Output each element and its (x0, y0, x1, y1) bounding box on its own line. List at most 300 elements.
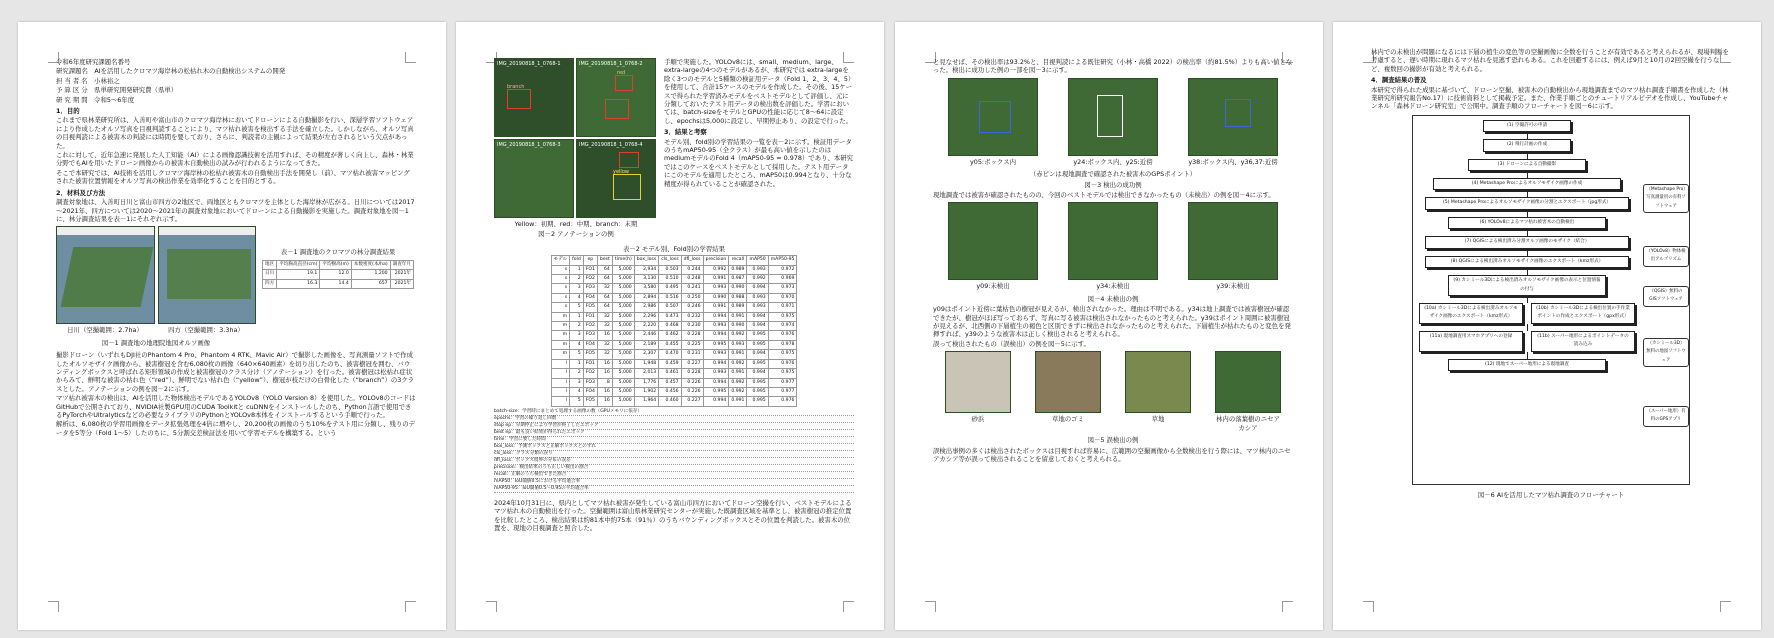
tile-label: IMG_20190818_1_0768-2 (579, 61, 643, 67)
table-cell: 64 (597, 275, 612, 284)
table-cell: 12.0 (320, 270, 351, 279)
table-cell: m (551, 322, 570, 331)
table-header: recall (729, 256, 747, 265)
paragraph: 誤って検出されたもの（誤検出）の例を図－5に示す。 (933, 339, 1090, 348)
table-cell: 5 (570, 397, 584, 406)
table-cell: 5 (570, 350, 584, 359)
table-header: mAP50-95 (768, 256, 797, 265)
bounding-box-red (605, 99, 629, 119)
table-cell: 1,776 (634, 378, 658, 387)
table-cell: 3 (570, 331, 584, 340)
paragraph: y09はポイント近傍に葉枯色の樹冠が見えるが、検出されなかった。理由は不明である。y34は地上調査では被害樹冠が確認できたが、樹冠がほぼ写っておらず、写真に写る被害は検出されなかったものと考えられた。y39はポイント周囲に被害樹冠が見えるが、北西側の下層植生の褐色と区別できずに検出されなかったものと考えられた。下層植生が枯れたものと変色を発揮すれば、y39のような被害木は正しく検出されると考えられる。 (933, 305, 1291, 339)
table-cell: FO4 (583, 340, 597, 349)
table-cell: 16 (597, 359, 612, 368)
table-row (551, 387, 797, 396)
table-cell: 2 (570, 322, 584, 331)
table-row (262, 270, 413, 279)
header-line: 予 算 区 分 県単研究開発研究費（県単） (56, 86, 178, 95)
table-title: 表－1 調査地のクロマツの林分調査結果 (280, 248, 396, 257)
table-cell: 0.977 (768, 387, 797, 396)
table-row (551, 275, 797, 284)
table-cell: 5,000 (612, 378, 634, 387)
table-cell: 0.994 (747, 350, 768, 359)
table-cell: 16 (597, 387, 612, 396)
table-cell: FO1 (583, 359, 597, 368)
annotation-tile (494, 139, 574, 218)
detection-photo (948, 78, 1038, 156)
paragraph: そこで本研究では、AI技術を活用しクロマツ海岸林の松枯れ被害木の自動検出手法を開発し（前）、マツ枯れ被害マッピングされた被害位置情報をオルソ写真の検出作業を効率化することを目的とする。 (56, 168, 410, 186)
figure-item-caption: y05:ボックス内 (970, 157, 1016, 166)
table-cell: FO4 (583, 293, 597, 302)
flowchart-steps (1419, 120, 1635, 371)
table-row (551, 359, 797, 368)
table-cell: 0.232 (681, 312, 703, 321)
table-header: dfl_loss (681, 256, 703, 265)
flowchart-step: (3) ドローンによる自動撮影 (1468, 159, 1586, 171)
table-cell: 0.994 (703, 312, 729, 321)
table-cell: 64 (597, 293, 612, 302)
figure-item-caption: y38:ボックス内、y36,37:近傍 (1188, 157, 1278, 166)
flowchart-arrow (1527, 352, 1528, 359)
figure-item-caption: y39:未検出 (1216, 282, 1250, 291)
table-title: 表－2 モデル別、Fold別の学習結果 (622, 244, 726, 253)
crop-mark (48, 601, 59, 612)
table-cell: 0.457 (659, 378, 681, 387)
table-cell: l (551, 387, 570, 396)
table-cell: 1,902 (634, 387, 658, 396)
table-cell: 0.990 (729, 284, 747, 293)
figure-1 (56, 226, 416, 336)
table-cell: 0.230 (681, 322, 703, 331)
paragraph: と見なせば、その検出率は93.2%と、目視判読による既往研究（小林・高橋 2022）の検出率（約81.5%）よりも高い値となった。検出に成功した例の一部を図－3に示す。 (933, 58, 1293, 75)
flowchart-arrow (1527, 249, 1528, 256)
table-note: box_loss：予測ボックスと正解ボックスとのずれ (494, 444, 854, 451)
undetected-photo (1068, 202, 1158, 280)
table-cell: 32 (597, 322, 612, 331)
table-cell: 0.992 (729, 331, 747, 340)
table-cell: 64 (597, 303, 612, 312)
side-note: （YOLOv8）物体検出アルゴリズム (1643, 246, 1689, 267)
table-cell: 0.976 (768, 331, 797, 340)
table-cell: 0.455 (659, 340, 681, 349)
table-cell: 5,000 (612, 397, 634, 406)
table-cell: 0.516 (659, 293, 681, 302)
table-note: time：学習に要した時間 (494, 437, 854, 444)
table-cell: 16 (597, 397, 612, 406)
table-notes (494, 409, 854, 493)
table-cell: 0.226 (681, 378, 703, 387)
table-cell: 0.226 (681, 387, 703, 396)
flowchart-step: (5) Metashape Proによるオルソモザイク画像の分割とエクスポート（jpg形式） (1425, 197, 1629, 209)
table-cell: 0.995 (747, 397, 768, 406)
table-cell: s (551, 303, 570, 312)
flowchart-step: (1) 空撮許可の申請 (1483, 120, 1571, 132)
table-cell: 32 (597, 312, 612, 321)
table-cell: FO4 (583, 387, 597, 396)
table-cell: 0.468 (659, 322, 681, 331)
table-cell: FO2 (583, 322, 597, 331)
table-cell: 0.248 (681, 275, 703, 284)
table-cell: 0.991 (729, 369, 747, 378)
table-cell: 0.993 (747, 303, 768, 312)
flowchart-arrow (1527, 268, 1528, 275)
table-cell: 0.993 (729, 340, 747, 349)
table-note: mAP50：IoU閾値0.5における平均適合率 (494, 479, 854, 486)
table-header: 平均胸高直径(cm) (277, 260, 320, 269)
box-label: yellow (613, 169, 629, 175)
table-cell: 2,220 (634, 322, 658, 331)
table-note: best ep：最も良い結果が得られたエポック (494, 430, 854, 437)
flowchart (1412, 115, 1690, 485)
box-label: red (617, 70, 626, 76)
flowchart-step: (10b) カシミール3Dによる検出位置の手作業ポイントの作成とエクスポート（gpx形式） (1531, 303, 1635, 324)
figure-3 (933, 78, 1293, 168)
header-line: 研究課題名 AIを活用したクロマツ海岸林の松枯れ木の自動検出システムの開発 (56, 67, 286, 76)
figure-item (948, 78, 1038, 168)
table-cell: 0.460 (659, 397, 681, 406)
flowchart-branch-row (1419, 331, 1635, 352)
table-2 (551, 255, 798, 407)
table-cell: 0.991 (729, 312, 747, 321)
paragraph: これまで県林業研究所は、入善町や富山市のクロマツ海岸林においてドローンによる自動撮影を行い、深層学習ソフトウェアにより作成したオルソ写真を目視判読することにより、マツ枯れ被害を検出する手法を確立した。しかしながら、オルソ写真の目視判読による被害木の判読には時間を要しており、さらに、判読者の主観によって結果が左右されるという欠点があった。 (56, 116, 414, 150)
paragraph: これに対して、近年急速に発展した人工知能（AI）による画像認識技術を活用すれば、その精度が著しく向上し、森林・林業分野でもAIを用いたドローン画像からの被害木自動検出の試みが行われるようになってきた。 (56, 151, 414, 168)
table-cell: FO3 (583, 331, 597, 340)
table-cell: FO3 (583, 284, 597, 293)
table-cell: 0.995 (703, 387, 729, 396)
false-positive-photo (945, 351, 1011, 413)
paragraph: 現地調査では被害が確認されたものの、今回のベストモデルでは検出できなかったもの（未検出）の例を図－4に示す。 (933, 191, 1275, 200)
forest-patch (167, 249, 251, 299)
table-cell: 2021年 (390, 270, 413, 279)
table-note: recall：正解のうち検出できた割合 (494, 472, 854, 479)
forest-patch (61, 247, 154, 307)
figure-item-caption: y24:ボックス内、y25:近傍 (1073, 157, 1153, 166)
table-cell: 4 (570, 293, 584, 302)
table-header: 地区 (262, 260, 276, 269)
table-cell: 5,000 (612, 275, 634, 284)
table-cell: 16 (597, 369, 612, 378)
table-cell: 0.992 (729, 359, 747, 368)
table-cell: 2,986 (634, 303, 658, 312)
section-heading: 3．結果と考察 (664, 128, 707, 137)
undetected-photo (948, 202, 1038, 280)
table-note: precision：検出結果のうち正しい検出の割合 (494, 465, 854, 472)
table-1-block (260, 226, 416, 336)
figure-item-caption: 草地のゴミ (1052, 415, 1084, 424)
paragraph: 2024年10月31日に、県内としてマツ枯れ被害が発生している富山市四方においてドローン空撮を行い、ベストモデルによるマツ枯れ木の自動検出を行った。空撮範囲は富山県林業研究センターが実施した既調査区域を基準とし、被害樹冠の推定位置を比較したところ、検出結果は約81本中約75本（91％）のうちバウンディングボックスとその位置を判読した。被害木の位置を、現地の目視調査と照合した。 (494, 498, 852, 532)
figure-caption: 図－5 誤検出の例 (1087, 436, 1139, 445)
page-3 (895, 22, 1323, 630)
table-cell: 0.970 (768, 293, 797, 302)
table-cell: 5,000 (612, 331, 634, 340)
figure-item (1068, 78, 1158, 168)
table-cell: 0.990 (729, 322, 747, 331)
table-cell: 0.974 (768, 322, 797, 331)
table-header: mAP50 (747, 256, 768, 265)
table-cell: 0.462 (659, 331, 681, 340)
table-cell: FO2 (583, 275, 597, 284)
flowchart-arrow (1527, 210, 1528, 217)
flowchart-step: (11a) 現地調査用スマホアプリへの登録 (1419, 331, 1523, 352)
table-cell: 0.994 (703, 331, 729, 340)
table-cell: 0.225 (681, 340, 703, 349)
paragraph: 調査対象地は、入善町日川と富山市四方の2地区で、両地区ともクロマツを主体とした海岸林が広がる。日川については2017～2021年、四方については2020～2021年の調査対象地においてドローンによる自動撮影を実施した。調査対象地を図－1に、林分調査結果を表－1にそれぞれ示す。 (56, 198, 415, 223)
table-cell: 32 (597, 350, 612, 359)
table-cell: 0.995 (747, 378, 768, 387)
crop-mark (1282, 601, 1293, 612)
table-cell: 0.992 (747, 275, 768, 284)
table-cell: 0.250 (681, 293, 703, 302)
table-cell: 0.976 (768, 397, 797, 406)
figure-item (1188, 202, 1278, 292)
table-row (551, 331, 797, 340)
table-cell: 657 (351, 279, 390, 288)
table-cell: 0.459 (659, 359, 681, 368)
crop-mark (925, 601, 936, 612)
table-cell: 0.991 (729, 397, 747, 406)
side-note: （スーパー地形）有料のGPSアプリ (1643, 406, 1689, 427)
crop-mark (405, 601, 416, 612)
table-cell: 32 (597, 340, 612, 349)
table-cell: 0.994 (747, 284, 768, 293)
table-header: 平均樹高(m) (320, 260, 351, 269)
figure-caption: 図－2 アノテーションの例 (538, 230, 614, 239)
table-cell: 0.507 (659, 303, 681, 312)
map-image-yokata (158, 226, 257, 324)
figure-item-caption: 砂浜 (971, 415, 985, 424)
table-cell: 0.995 (747, 359, 768, 368)
table-row (551, 303, 797, 312)
table-cell: 0.993 (747, 265, 768, 274)
flowchart-arrow (1527, 132, 1528, 139)
header-line: 研 究 期 間 令和5～6年度 (56, 95, 135, 104)
table-cell: 4 (570, 340, 584, 349)
false-positive-photo (1035, 351, 1101, 413)
table-cell: 0.989 (729, 265, 747, 274)
table-row (551, 350, 797, 359)
table-cell: 0.992 (729, 378, 747, 387)
table-header: box_loss (634, 256, 658, 265)
table-cell: 0.994 (703, 397, 729, 406)
table-cell: FO5 (583, 303, 597, 312)
figure-item (948, 202, 1038, 292)
table-cell: 0.495 (659, 284, 681, 293)
right-column (664, 58, 854, 241)
page-4 (1333, 22, 1761, 630)
table-cell: 0.993 (703, 322, 729, 331)
table-row (551, 369, 797, 378)
table-cell: 5,000 (612, 265, 634, 274)
figure-item (1215, 351, 1281, 434)
table-cell: s (551, 265, 570, 274)
table-cell: 3 (570, 378, 584, 387)
table-cell: 32 (597, 284, 612, 293)
table-cell: 5 (570, 303, 584, 312)
table-cell: 0.994 (747, 322, 768, 331)
flowchart-arrow (1527, 229, 1528, 236)
table-cell: 0.971 (768, 303, 797, 312)
table-cell: 0.993 (703, 350, 729, 359)
table-cell: 0.994 (703, 378, 729, 387)
figure-item (945, 351, 1011, 434)
table-cell: 0.969 (768, 275, 797, 284)
table-cell: FO5 (583, 397, 597, 406)
flowchart-step: (4) Metashape Proによるオルソモザイク画像の作成 (1433, 178, 1621, 190)
header-line: 令和6年度研究課題名番号 (56, 58, 131, 66)
table-cell: 1,948 (634, 359, 658, 368)
table-note: epochs：学習の繰り返し回数 (494, 416, 854, 423)
table-cell: l (551, 369, 570, 378)
paragraph: モデル別、fold別の学習結果の一覧を表－2に示す。検証用データのうちmAP50-95（全クラス）が最も高い値を示したのはmediumモデルのFold 4（mAP50-95 = 0.978）であり、本研究ではこのケースをベストモデルとして採用した。テスト用データにこのモデルを適用したところ、mAP50は0.994となり、十分な精度が得られていることが確認された。 (664, 137, 854, 188)
table-cell: 0.231 (681, 350, 703, 359)
figure-item (1125, 351, 1191, 434)
table-cell: s (551, 293, 570, 302)
table-cell: 0.990 (703, 293, 729, 302)
table-cell: 64 (597, 265, 612, 274)
figure-1-images (56, 226, 256, 336)
table-cell: 1 (570, 359, 584, 368)
box-label: branch (507, 84, 525, 90)
table-cell: 0.972 (768, 265, 797, 274)
table-cell: 0.246 (681, 303, 703, 312)
figure-item-caption: y09:未検出 (976, 282, 1010, 291)
table-cell: 0.456 (659, 387, 681, 396)
figure-item-caption: 草地 (1151, 415, 1165, 424)
table-cell: FO2 (583, 369, 597, 378)
table-cell: 0.975 (768, 312, 797, 321)
table-cell: 2,446 (634, 331, 658, 340)
bounding-box-red (507, 89, 531, 109)
annotation-tile (576, 58, 656, 137)
table-cell: 0.987 (729, 275, 747, 284)
crop-mark (486, 601, 497, 612)
tile-label: IMG_20190818_1_0768-3 (497, 142, 561, 148)
table-cell: 4 (570, 387, 584, 396)
table-cell: FO1 (583, 265, 597, 274)
flowchart-step: (9) カシミール3Dによる検出済みオルソモザイク画像の表示と位置情報の付与 (1448, 275, 1606, 296)
figure-caption: 四方（空撮範囲：3.3ha） (168, 326, 244, 335)
table-cell: m (551, 312, 570, 321)
figure-legend: Yellow：初期、red：中期、branch：末期 (514, 220, 638, 228)
table-cell: 0.993 (747, 293, 768, 302)
figure-caption: 日川（空撮範囲：2.7ha） (67, 326, 143, 335)
flowchart-branch-row (1419, 303, 1635, 324)
table-cell: 2,013 (634, 369, 658, 378)
table-cell: m (551, 350, 570, 359)
table-cell: 0.228 (681, 369, 703, 378)
false-positive-photo (1215, 351, 1281, 413)
figure-5 (933, 351, 1293, 434)
table-header: モデル (551, 256, 570, 265)
flowchart-step: (8) QGISによる検出済みオルソモザイク画像のエクスポート（kmz形式） (1425, 256, 1629, 268)
table-note: mAP50-95：IoU閾値0.5～0.95の平均適合率 (494, 486, 854, 493)
flowchart-arrow (1527, 296, 1528, 303)
table-row (551, 265, 797, 274)
table-cell: 1 (570, 312, 584, 321)
browser-bar (159, 227, 256, 235)
table-cell: 0.976 (768, 359, 797, 368)
table-cell: 0.992 (729, 387, 747, 396)
figure-item (1068, 202, 1158, 292)
table-header: precision (703, 256, 729, 265)
table-cell: 0.988 (729, 293, 747, 302)
table-header: fold (570, 256, 584, 265)
table-note: stop ep：早期停止により学習が終了したエポック (494, 423, 854, 430)
detection-photo (1188, 78, 1278, 156)
table-row (551, 397, 797, 406)
table-cell: 0.992 (703, 265, 729, 274)
paragraph: 撮影ドローン（いずれもDJI社のPhantom 4 Pro、Phantom 4 RTK、Mavic Air）で撮影した画像を、写真測量ソフトで作成したオルソモザイク画像から、被害樹冠を含む6,080枚の画像（640×640画素）を切り出したのち、被害樹冠を囲む、バウンディングボックスと呼ばれる矩形領域の作成と被害樹冠のクラス分け（アノテーション）を行った。被害樹冠は松枯れ症状からみて、鮮明な被害の枯れ色（“red”）、鮮明でない枯れ色（“yellow”）、樹冠が枝だけの白骨化した（“branch”）の3クラスとした。アノテーションの例を図－2に示す。 (56, 351, 415, 393)
crop-mark (1363, 601, 1374, 612)
header-line: 担 当 者 名 小林裕之 (56, 76, 120, 85)
table-note: dfl_loss：ボックス境界の分布の誤差 (494, 458, 854, 465)
paragraph: 解析は、6,080枚の学習用画像をデータ拡張処理を4倍に増やし、20,200枚の画像のうち10%をテスト用に分類し、残りのデータを5等分（Fold 1～5）したのちに、5分割交差検証法を用いて学習モデルを構築する。という (56, 420, 416, 437)
detection-photo (1068, 78, 1158, 156)
table-cell: 5,000 (612, 359, 634, 368)
table-cell: 0.978 (768, 340, 797, 349)
bounding-box-red (619, 152, 639, 168)
table-cell: 2,189 (634, 340, 658, 349)
figure-note: （赤ピンは現地調査で確認された被害木のGPSポイント） (1029, 170, 1197, 179)
table-cell: 19.1 (277, 270, 320, 279)
figure-caption: 図－4 未検出の例 (1087, 294, 1139, 303)
section-heading: 4．調査結果の普及 (1371, 76, 1427, 85)
figure-item-caption: y34:未検出 (1096, 282, 1130, 291)
table-cell: 0.503 (659, 265, 681, 274)
table-cell: 5,000 (612, 350, 634, 359)
table-cell: 0.993 (703, 369, 729, 378)
figure-item (1035, 351, 1101, 434)
detection-box (1097, 95, 1123, 137)
side-note: （カシミール3D）無料の地図ソフトウェア (1643, 338, 1689, 367)
table-cell: 5,000 (612, 293, 634, 302)
table-cell: 0.994 (747, 312, 768, 321)
table-cell: 16.3 (277, 279, 320, 288)
table-cell: 14.4 (320, 279, 351, 288)
table-header-row (262, 260, 413, 269)
flowchart-step: (10a) カシミール3Dによる検出済みオルソモザイク画像のエクスポート（kmz形式） (1419, 303, 1523, 324)
table-cell: 0.993 (703, 284, 729, 293)
table-cell: 0.995 (747, 331, 768, 340)
table-cell: 3,130 (634, 275, 658, 284)
table-cell: 日川 (262, 270, 276, 279)
figure-item (1188, 78, 1278, 168)
annotation-tile (494, 58, 574, 137)
table-row (262, 279, 413, 288)
table-header: cls_loss (659, 256, 681, 265)
browser-bar (57, 227, 154, 235)
table-cell: s (551, 284, 570, 293)
table-cell: 0.991 (703, 303, 729, 312)
table-cell: 0.989 (729, 303, 747, 312)
annotation-tiles (494, 58, 658, 218)
table-cell: l (551, 359, 570, 368)
table-cell: 0.510 (659, 275, 681, 284)
flowchart-step: (6) YOLOv8によるマツ枯れ被害木の自動検出 (1448, 217, 1606, 229)
detection-box (1225, 99, 1251, 127)
figure-2 (494, 58, 658, 241)
figure-item-caption: 林内の落葉樹のニセアカシア (1216, 415, 1280, 432)
annotation-tile (576, 139, 656, 218)
table-cell: 2,296 (634, 312, 658, 321)
page-2 (456, 22, 884, 630)
table-cell: 0.227 (681, 359, 703, 368)
table-row (551, 293, 797, 302)
table-cell: 5,000 (612, 340, 634, 349)
table-note: cls_loss：クラス分類の誤り (494, 451, 854, 458)
table-cell: 1,964 (634, 397, 658, 406)
paragraph: 手順で実施した。YOLOv8には、small、medium、large、extra-largeの4つのモデルがあるが、本研究では extra-largeを除く3つのモデルと5種類の検証用データ（Fold 1、2、3、4、5）を使用して、合計15ケースのモデルを作成した。その後、15ケースで得られた学習済みモデルをベストモデルとして評価し、元に分類しておいたテスト用データの検出数を評価した。学習においては、batch-sizeをモデルとGPUの性能に応じて8～64に設定し、epochsは5,000に設定し、早期停止あり、の設定で行った。 (664, 58, 853, 125)
